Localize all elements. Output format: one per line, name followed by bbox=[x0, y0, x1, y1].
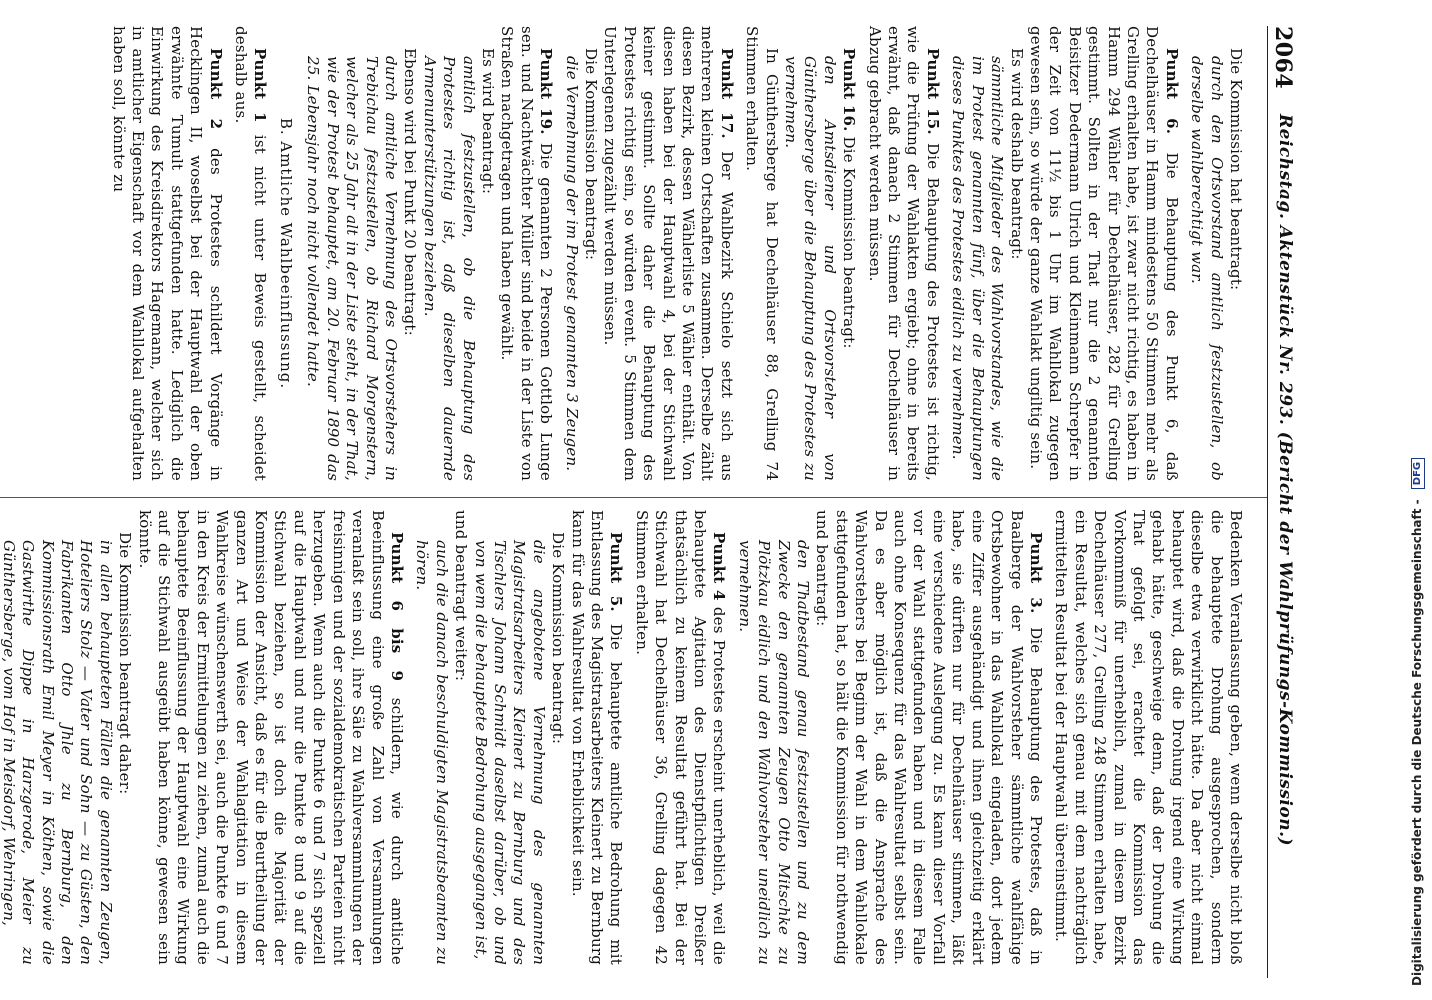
paragraph-text: durch den Ortsvorstand amtlich festzustellen, ob derselbe wahlberechtigt war. bbox=[1188, 56, 1226, 481]
paragraph-text: amtlich festzustellen, ob die Behauptung des Protestes richtig ist, daß dieselben dauernde Armenunterstützungen beziehen. bbox=[420, 56, 478, 481]
paragraph-text: die angebotene Vernehmung des genannten Magistratsarbeiters Kleinert zu Bernburg und des Tischlers Johann Schmidt daselbst darüber, ob und von wem die behauptete Bedrohung ausgegangen ist, bbox=[471, 540, 548, 965]
paragraph-text: des Protestes schildert Vorgänge in Hecklingen II, woselbst bei der Hauptwahl der oben erwähnte Tumult stattgefunden hatte. Lediglich die Einwirkung des Kreisdirektors Hagemann, welcher sich in amtlicher Eigenschaft vor dem Wahllokal aufgehalten haben soll, könnte zu bbox=[109, 26, 225, 481]
digitization-text: Digitalisierung gefördert durch die Deutsche Forschungsgemeinschaft - bbox=[1410, 499, 1424, 986]
paragraph bbox=[600, 26, 736, 481]
dfg-logo: DFG bbox=[1411, 458, 1425, 489]
paragraph bbox=[548, 510, 567, 965]
paragraph-text: des Protestes erscheint unerheblich, weil die behauptete Agitation des Dienstpflichtigen Dreißer thatsächlich zu keinem Resultat geführt hat. Bei der Stichwahl hat Dechelhäuser 36, Grelling dagegen 42 Stimmen erhalten. bbox=[632, 510, 729, 965]
paragraph bbox=[451, 510, 470, 965]
page-title: Reichstag. Aktenstück Nr. 293. (Bericht der Wahlprüfungs-Kommission.) bbox=[1275, 114, 1295, 847]
digitization-note bbox=[1405, 0, 1429, 1000]
paragraph-text: in allen behaupteten Fällen die genannten Zeugen, Hoteliers Stolz — Vater und Sohn — zu Güsten, den Fabrikanten Otto Jhle zu Bernburg, den Kommissionsrath Emil Meyer in Köthen, sowie die Gastwirthe Dippe in Harzgerode, Meier zu Günthersberge, vom Hof in Meisdorf, Wehringen, bbox=[0, 540, 115, 965]
paragraph bbox=[1051, 510, 1245, 965]
paragraph-text: Bedenken Veranlassung geben, wenn derselbe nicht bloß die behauptete Drohung ausgesprochen, sondern dieselbe etwa verwirklicht hätte. Da aber nicht einmal behauptet wird, daß die Drohung irgend eine Wirkung gehabt hätte, geschweige denn, daß der Drohung die That gefolgt sei, erachtet die Kommission das Vorkommniß für unerheblich, zumal in diesem Bezirk Dechelhäuser 277, Grelling 248 Stimmen erhalten habe, ein Resultat, welches sich genau mit dem nachträglich ermittelten Resultat bei der Hauptwahl übereinstimmt. bbox=[1052, 510, 1245, 965]
paragraph-text: In Günthersberge hat Dechelhäuser 88, Grelling 74 Stimmen erhalten. bbox=[743, 26, 781, 481]
paragraph-text: ist nicht unter Beweis gestellt, scheidet deshalb aus. bbox=[232, 26, 270, 482]
paragraph-text: und beantragt weiter: bbox=[452, 510, 471, 682]
paragraph-text: die Vernehmung der im Protest genannten 3 Zeugen. bbox=[562, 56, 581, 472]
section-label: Punkt 2 bbox=[206, 48, 225, 130]
paragraph bbox=[864, 26, 942, 481]
paragraph-text: schildern, wie durch amtliche Beeinflussung eine große Zahl von Versammlungen veranlaßt sein soll, ihre Säle zu Wahlversammlungen der freisinnigen und der sozialdemokratischen Parteien nicht herzugeben. Wenn auch die Punkte 6 und 7 sich speziell auf die Hauptwahl und nur die Punkte 8 und 9 auf die Stichwahl beziehen, so ist doch die Majorität der Kommission der Ansicht, daß es für die Beurtheilung der ganzen Art und Weise der Wahlagitation in diesem Wahlkreise wünschenswerth sei, auch die Punkte 6 und 7 in den Kreis der Ermittelungen zu ziehen, zumal auch die behauptete Beeinflussung der Hauptwahl eine Wirkung auf die Stichwahl ausgeübt haben könne, gewesen sein könnte. bbox=[135, 510, 406, 965]
section-label: Punkt 4 bbox=[710, 532, 729, 601]
paragraph bbox=[276, 26, 295, 481]
right-column bbox=[0, 510, 1245, 965]
paragraph-text: Es wird beantragt: bbox=[478, 48, 497, 195]
paragraph bbox=[581, 26, 600, 481]
paragraph bbox=[478, 26, 497, 481]
paragraph bbox=[839, 26, 858, 481]
paragraph bbox=[561, 26, 580, 481]
paragraph-text: B. Amtliche Wahlbeeinflussung. bbox=[276, 117, 295, 390]
paragraph-text: Die genannten 2 Personen Gottlob Lunge sen. und Nachtwächter Müller sind beide in der Liste von Straßen nachgetragen und haben gewählt. bbox=[498, 26, 556, 481]
paragraph-text: Es wird deshalb beantragt: bbox=[1007, 48, 1026, 260]
paragraph bbox=[231, 26, 270, 481]
paragraph-text: Die Behauptung des Protestes, daß in Baalberge der Wahlvorsteher sämmtliche wahlfähige Ortsbewohner in das Wahllokal eingeladen, dort jedem eine Ziffer ausgehändigt und ihnen gleichzeitig erklärt habe, sie dürften nur für Dechelhäuser stimmen, läßt eine verschiedene Auslegung zu. Es kann dieser Vorfall vor der Wahl stattgefunden haben und in diesem Falle auch ohne Konsequenz für das Wahlresultat selbst sein. Da es aber möglich ist, daß die Ansprache des Wahlvorstehers bei Beginn der Wahl in dem Wahllokale stattgefunden hat, so hält die Kommission für nothwendig und beantragt: bbox=[813, 510, 1045, 965]
paragraph-text: Die Behauptung des Protestes ist richtig, wie die Prüfung der Wahlakten ergiebt; ohne in bereits erwähnt, daß danach 2 Stimmen für Dechelhäuser in Abzug gebracht werden müssen. bbox=[865, 26, 942, 481]
paragraph bbox=[1006, 26, 1025, 481]
paragraph bbox=[400, 26, 419, 481]
paragraph bbox=[812, 510, 1045, 965]
section-label: Punkt 1 bbox=[251, 48, 270, 123]
paragraph-text: Die Kommission beantragt: bbox=[549, 532, 568, 745]
paragraph bbox=[134, 510, 406, 965]
paragraph-text: Die Kommission beantragt: bbox=[840, 136, 859, 349]
section-label: Punkt 6. bbox=[1162, 48, 1181, 135]
paragraph-text: Der Wahlbezirk Schielo setzt sich aus mehreren kleinen Ortschaften zusammen. Derselbe zählt diesen Bezirk, dessen Wählerliste 5 Wähler enthält. Von diesen haben bei der Hauptwahl 4, bei der Stichwahl keiner gestimmt. Sollte daher die Behauptung des Protestes richtig sein, so würden event. 5 Stimmen dem Unterlegenen zugezählt werden müssen. bbox=[601, 26, 736, 482]
paragraph bbox=[115, 510, 134, 965]
paragraph bbox=[108, 26, 224, 481]
digitization-sidebar bbox=[1381, 0, 1424, 1000]
page-header bbox=[1267, 26, 1298, 978]
paragraph-text: durch amtliche Vernehmung des Ortsvorstehers in Trebichau festzustellen, ob Richard Morgenstern, welcher als 25 Jahr alt in der Liste steht, in der That, wie der Protest behauptet, am 20. Februar 1890 das 25. Lebensjahr noch nicht vollendet hatte. bbox=[304, 56, 400, 481]
section-label: Punkt 5. bbox=[607, 532, 626, 612]
section-label: Punkt 6 bis 9 bbox=[387, 532, 406, 682]
paragraph bbox=[497, 26, 555, 481]
paragraph-text: Die behauptete amtliche Bedrohung mit Entlassung des Magistratsarbeiters Kleinert zu Bernburg kann für das Wahlresultat von Erheblichkeit sein. bbox=[568, 510, 626, 965]
paragraph-text: auch die danach beschuldigten Magistratsbeamten zu hören. bbox=[413, 540, 451, 965]
paragraph bbox=[419, 26, 477, 481]
section-label: Punkt 15. bbox=[923, 48, 942, 135]
paragraph-text: Ebenso wird bei Punkt 20 beantragt: bbox=[401, 48, 420, 336]
paragraph bbox=[781, 26, 839, 481]
section-label: Punkt 3. bbox=[1026, 532, 1045, 614]
paragraph-text: sämmtliche Mitglieder des Wahlvorstandes, wie die im Protest genannten fünf, über die Behauptungen dieses Punktes des Protestes eidlich zu vernehmen. bbox=[949, 56, 1007, 481]
paragraph bbox=[412, 510, 451, 965]
paragraph bbox=[1187, 26, 1226, 481]
paragraph-text: Die Kommission beantragt: bbox=[582, 48, 600, 261]
paragraph bbox=[567, 510, 625, 965]
page-number: 2064 bbox=[1270, 26, 1296, 90]
paragraph-text: Die Kommission hat beantragt: bbox=[1227, 48, 1245, 291]
paragraph bbox=[0, 510, 115, 965]
paragraph bbox=[1226, 26, 1245, 481]
paragraph bbox=[948, 26, 1006, 481]
paragraph bbox=[734, 510, 812, 965]
paragraph bbox=[303, 26, 400, 481]
section-label: Punkt 19. bbox=[537, 48, 556, 135]
paragraph-text: Die Behauptung des Punkt 6, daß Dechelhäuser in Hamm mindestens 50 Stimmen mehr als Grelling erhalten habe, ist zwar nicht richtig, es haben in Hamm 294 Wähler für Dechelhäuser, 282 für Grelling gestimmt. Sollten in der That nur die 2 genannten Beisitzer Dedermann Ulrich und Kleinmann Schrepfer in der Zeit von 11½ bis 1 Uhr im Wahllokal zugegen gewesen sein, so würde der ganze Wahlakt ungiltig sein. bbox=[1026, 26, 1181, 481]
paragraph-text: Die Kommission beantragt daher: bbox=[116, 532, 135, 795]
paragraph bbox=[470, 510, 548, 965]
paragraph bbox=[1026, 26, 1181, 481]
left-column bbox=[108, 26, 1245, 481]
paragraph bbox=[631, 510, 728, 965]
paragraph-text: den Thatbestand genau festzustellen und zu dem Zwecke den genannten Zeugen Otto Mitschke zu Plötzkau eidlich und den Wahlvorsteher uneidlich zu vernehmen. bbox=[735, 540, 813, 965]
section-label: Punkt 16. bbox=[840, 48, 859, 132]
paragraph-text: den Amtsdiener und Ortsvorsteher von Günthersberge über die Behauptung des Protestes zu vernehmen. bbox=[782, 56, 839, 481]
section-label: Punkt 17. bbox=[717, 48, 736, 139]
paragraph bbox=[742, 26, 781, 481]
